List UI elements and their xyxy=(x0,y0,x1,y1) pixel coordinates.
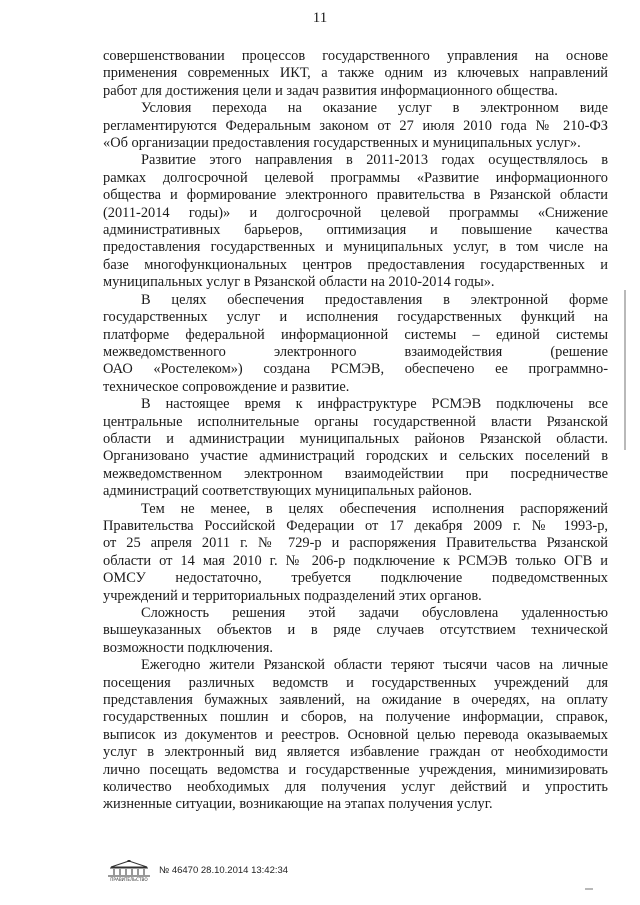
text-line: межведомственного электронного взаимодействия (решение xyxy=(103,343,608,360)
text-line: области от 14 мая 2010 г. № 206-р подключение к РСМЭВ только ОГВ и xyxy=(103,552,608,569)
text-line: Ежегодно жители Рязанской области теряют тысячи часов на личные xyxy=(141,657,608,674)
text-line: административных барьеров, оптимизация и повышение качества xyxy=(103,222,608,239)
text-line: работ для достижения цели и задач развития информационного общества. xyxy=(103,82,558,99)
text-line: государственных пошлин и сборов, на получение информации, справок, xyxy=(103,709,608,726)
text-line: лично посещать ведомства и государственные учреждения, минимизировать xyxy=(103,761,608,778)
text-line: представления бумажных заявлений, на ожидание в очередях, на оплату xyxy=(103,692,608,709)
text-line: центральные исполнительные органы государственной власти Рязанской xyxy=(103,413,608,430)
text-line: администраций соответствующих муниципальных районов. xyxy=(103,483,472,500)
paragraph xyxy=(103,396,608,500)
text-line: учреждений и территориальных подразделений этих органов. xyxy=(103,587,482,604)
text-line: общества и формирование электронного правительства в Рязанской области xyxy=(103,187,608,204)
text-line: ОАО «Ростелеком») создана РСМЭВ, обеспечено ее программно- xyxy=(103,361,608,378)
text-line: техническое сопровождение и развитие. xyxy=(103,378,350,395)
text-line: совершенствовании процессов государственного управления на основе xyxy=(103,48,608,64)
text-line: Тем не менее, в целях обеспечения исполнения распоряжений xyxy=(141,500,608,517)
text-line: Правительства Российской Федерации от 17 декабря 2009 г. № 1993-р, xyxy=(103,517,608,534)
paragraph xyxy=(103,48,608,100)
text-line: платформе федеральной информационной системы – единой системы xyxy=(103,326,608,343)
page-number: 11 xyxy=(312,10,328,26)
text-line: межведомственном электронном взаимодействии при посредничестве xyxy=(103,465,608,482)
text-line: Развитие этого направления в 2011-2013 годах осуществлялось в xyxy=(141,152,608,169)
text-line: рамках долгосрочной целевой программы «Развитие информационного xyxy=(103,169,608,186)
text-line: В целях обеспечения предоставления в электронной форме xyxy=(141,291,608,308)
document-registration-id: № 46470 28.10.2014 13:42:34 xyxy=(159,865,289,876)
paragraph xyxy=(103,657,608,814)
text-line: выписок из документов и реестров. Основной целью перевода оказываемых xyxy=(103,726,608,743)
text-line: Организовано участие администраций городских и сельских поселений в xyxy=(103,448,608,465)
text-line: услуг в электронный вид является избавление граждан от необходимости xyxy=(103,744,608,761)
text-line: регламентируются Федеральным законом от 27 июля 2010 года № 210-ФЗ xyxy=(103,117,608,134)
text-line: Сложность решения этой задачи обусловлена удаленностью xyxy=(141,605,608,621)
text-line: вышеуказанных объектов и в ряде случаев отсутствием технической xyxy=(103,622,608,639)
footer-stamp xyxy=(103,860,363,882)
paragraph xyxy=(103,100,608,152)
paragraph xyxy=(103,605,608,657)
text-line: применения современных ИКТ, а также одним из ключевых направлений xyxy=(103,65,608,82)
text-line: предоставления государственных и муниципальных услуг, в том числе на xyxy=(103,239,608,256)
body-text xyxy=(103,48,608,814)
text-line: количество необходимых для получения услуг действий и упростить xyxy=(103,779,608,796)
scan-artifact xyxy=(585,888,593,890)
text-line: от 25 апреля 2011 г. № 729-р и распоряжения Правительства Рязанской xyxy=(103,535,608,552)
text-line: области и администрации муниципальных районов Рязанской области. xyxy=(103,430,608,447)
scan-artifact xyxy=(624,290,626,450)
text-line: Условия перехода на оказание услуг в электронном виде xyxy=(141,100,608,117)
seal-text: ПРАВИТЕЛЬСТВО xyxy=(110,877,148,882)
paragraph xyxy=(103,152,608,291)
paragraph xyxy=(103,501,608,605)
text-line: ОМСУ недостаточно, требуется подключение подведомственных xyxy=(103,570,608,587)
text-line: государственных услуг и исполнения государственных функций на xyxy=(103,309,608,326)
text-line: В настоящее время к инфраструктуре РСМЭВ подключены все xyxy=(141,396,608,413)
text-line: посещения различных ведомств и государственных учреждений для xyxy=(103,674,608,691)
text-line: жизненные ситуации, возникающие на этапах получения услуг. xyxy=(103,796,493,813)
text-line: возможности подключения. xyxy=(103,639,273,656)
government-building-icon xyxy=(103,860,155,882)
text-line: (2011-2014 годы)» и долгосрочной целевой программы «Снижение xyxy=(103,204,608,221)
paragraph xyxy=(103,292,608,396)
text-line: муниципальных услуг в Рязанской области на 2010-2014 годы». xyxy=(103,274,495,291)
text-line: «Об организации предоставления государственных и муниципальных услуг». xyxy=(103,135,581,152)
text-line: базе многофункциональных центров предоставления государственных и xyxy=(103,256,608,273)
